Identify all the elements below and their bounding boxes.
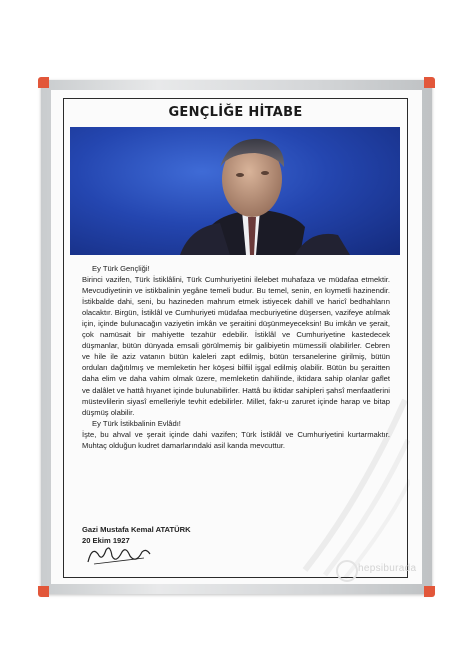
frame-corner-bottom-right bbox=[424, 586, 435, 597]
paragraph-conclusion: İşte, bu ahval ve şerait içinde dahi vazifen; Türk İstiklâl ve Cumhuriyetini kurtarmaktır. Muhtaç olduğun kudret damarlarındaki asil kanda mevcuttur. bbox=[82, 429, 390, 450]
author-name: Gazi Mustafa Kemal ATATÜRK bbox=[82, 525, 191, 534]
frame-corner-top-right bbox=[424, 77, 435, 88]
handwritten-signature bbox=[84, 542, 154, 568]
paragraph-greeting-2: Ey Türk İstikbalinin Evlâdı! bbox=[92, 418, 181, 428]
portrait-photo bbox=[70, 127, 400, 255]
watermark-logo-icon bbox=[336, 560, 358, 582]
paragraph-body: Birinci vazifen, Türk İstiklâlini, Türk Cumhuriyetini ilelebet muhafaza ve müdafaa etmektir. Mevcudiyetinin ve istikbalinin yegâne temeli budur. Bu temel, senin, en kıymetli hazinendir. İstikbalde dahi, seni, bu hazineden mahrum etmek istiyecek dahilî ve haricî bedhahların olacaktır. Birgün, İstiklâl ve Cumhuriyeti müdafaa mecburiyetine düşersen, vazifeye atılmak için, içinde bulunacağın vaziyetin imkân ve şeraitini düşünmeyeceksin! Bu imkân ve şerait, çok namüsait bir mahiyette tezahür edebilir. İstiklâl ve Cumhuriyetine kastedecek düşmanlar, bütün dünyada emsali görülmemiş bir galibiyetin mümessili olabilirler. Cebren ve hile ile aziz vatanın bütün kaleleri zapt edilmiş, bütün tersanelerine girilmiş, bütün orduları dağıtılmış ve memleketin her köşesi bilfiil işgal edilmiş olabilir. Bütün bu şeraitten daha elim ve daha vahim olmak üzere, memleketin dahilinde, iktidara sahip olanlar gaflet ve dalâlet ve hattâ hıyanet içinde bulunabilirler. Hattâ bu iktidar sahipleri şahsî menfaatlerini müstevlilerin siyasî emelleriyle tevhit edebilirler. Millet, fakr-u zaruret içinde harap ve bitap düşmüş olabilir. bbox=[82, 275, 390, 417]
frame-corner-top-left bbox=[38, 77, 49, 88]
frame-corner-bottom-left bbox=[38, 586, 49, 597]
speech-date: 20 Ekim 1927 bbox=[82, 536, 130, 545]
paragraph-greeting: Ey Türk Gençliği! bbox=[92, 264, 150, 273]
watermark-text: hepsiburada bbox=[358, 563, 417, 574]
speech-text bbox=[82, 263, 390, 451]
poster-title: GENÇLİĞE HİTABE bbox=[168, 105, 303, 120]
